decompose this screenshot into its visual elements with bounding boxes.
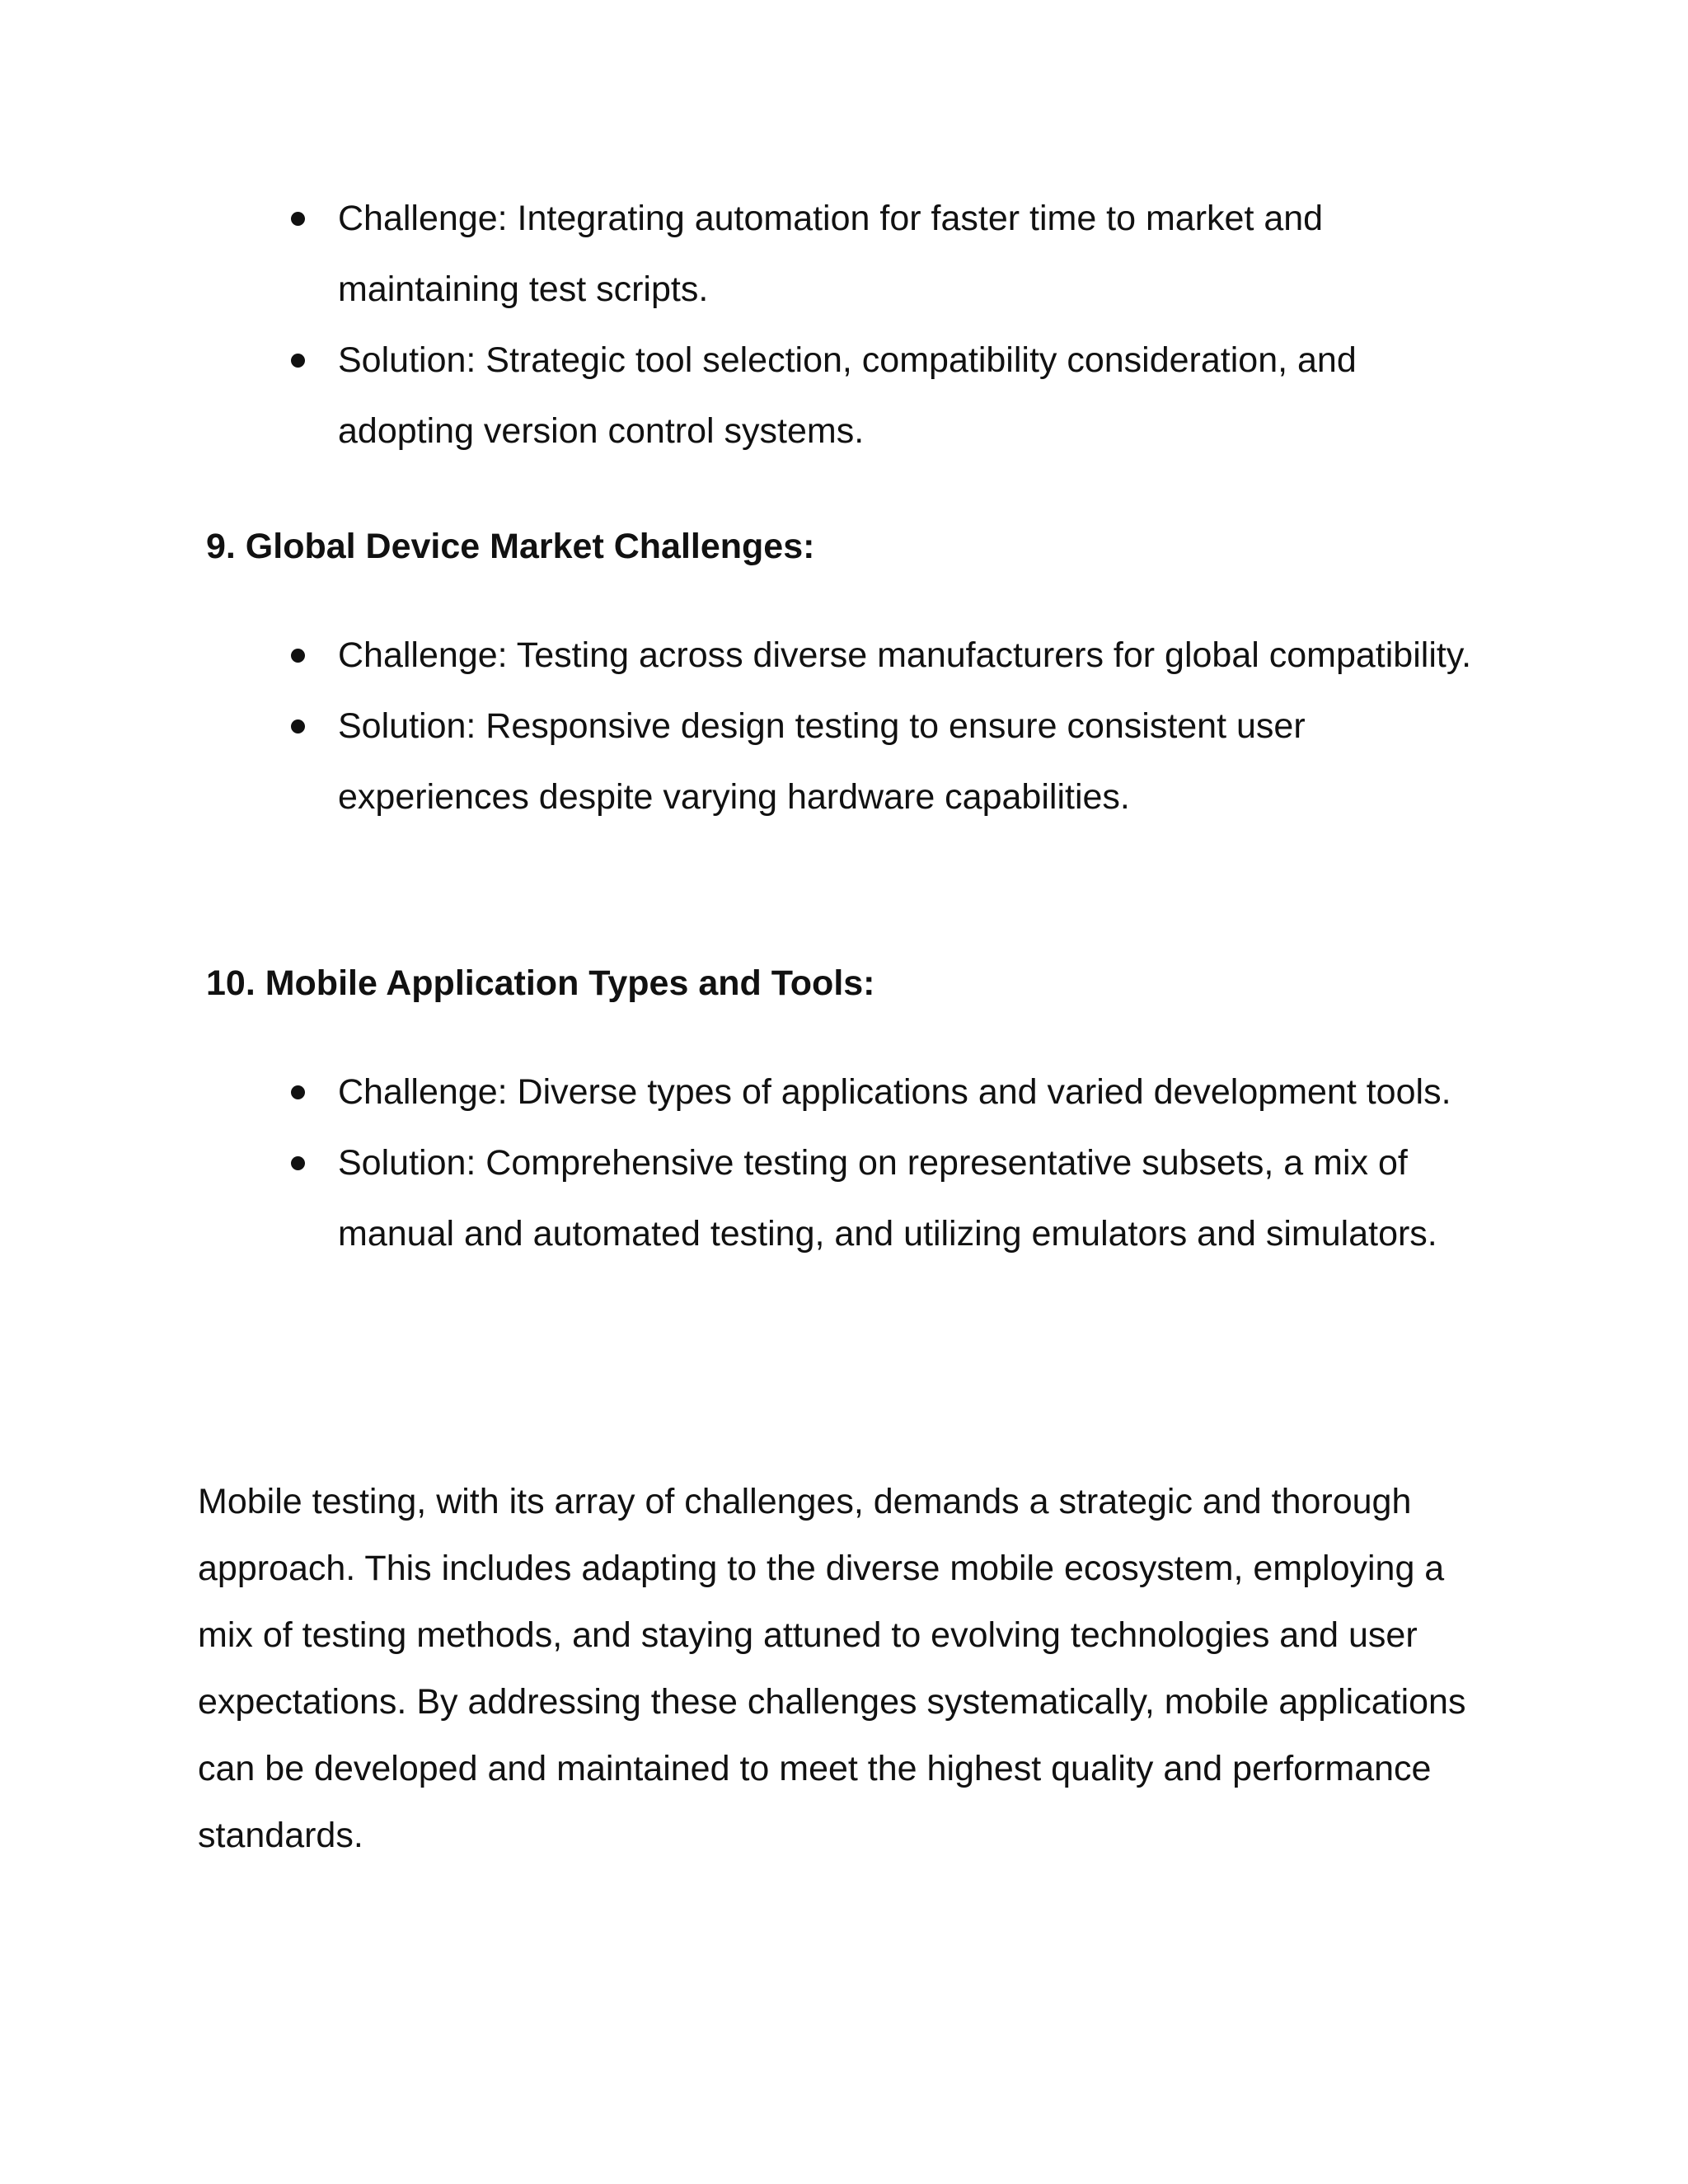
list-item — [283, 1127, 1478, 1269]
list-item — [283, 1057, 1478, 1127]
conclusion-paragraph: Mobile testing, with its array of challenges, demands a strategic and thorough approach. This includes adapting to the diverse mobile ecosystem, employing a mix of testing methods, and staying attuned to evolving technologies and user expectations. By addressing these challenges systematically, mobile applications can be developed and maintained to meet the highest quality and performance standards. — [198, 1482, 1466, 1855]
section-8-bullet-list — [283, 183, 1478, 466]
list-item — [283, 620, 1478, 691]
section-9-bullet-list — [283, 620, 1478, 832]
bullet-icon — [291, 1085, 305, 1099]
section-10-heading: 10. Mobile Application Types and Tools: — [206, 963, 875, 1003]
section-9-heading: 9. Global Device Market Challenges: — [206, 527, 815, 566]
list-item — [283, 325, 1478, 466]
bullet-icon — [291, 1156, 305, 1170]
bullet-text: Solution: Responsive design testing to ensure consistent user experiences despite varying hardware capabilities. — [338, 706, 1306, 817]
bullet-text: Solution: Strategic tool selection, compatibility consideration, and adopting version control systems. — [338, 340, 1357, 451]
bullet-icon — [291, 649, 305, 663]
list-item — [283, 691, 1478, 832]
bullet-text: Challenge: Integrating automation for faster time to market and maintaining test scripts. — [338, 199, 1324, 309]
bullet-text: Challenge: Diverse types of applications and varied development tools. — [338, 1072, 1451, 1112]
list-item — [283, 183, 1478, 325]
bullet-icon — [291, 212, 305, 226]
section-10-bullet-list — [283, 1057, 1478, 1269]
bullet-icon — [291, 719, 305, 733]
bullet-icon — [291, 354, 305, 368]
bullet-text: Solution: Comprehensive testing on representative subsets, a mix of manual and automated testing, and utilizing emulators and simulators. — [338, 1143, 1437, 1254]
bullet-text: Challenge: Testing across diverse manufacturers for global compatibility. — [338, 635, 1472, 675]
